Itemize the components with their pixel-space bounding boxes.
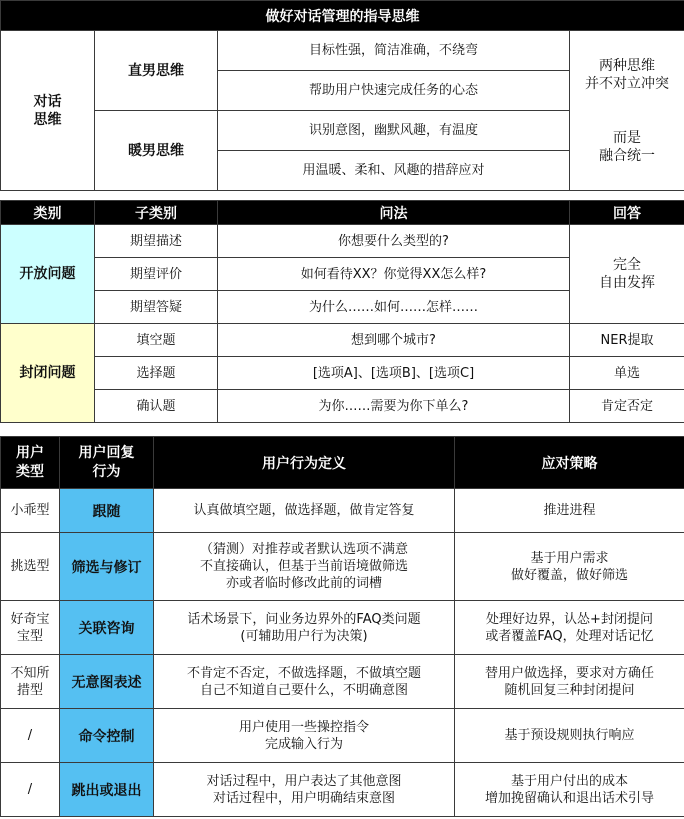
header-subcategory: 子类别 [95,201,218,225]
thinking-item: 目标性强，简洁准确，不绕弯 [218,31,570,71]
header-user-type: 用户 类型 [1,437,60,489]
thinking-item: 用温暖、柔和、风趣的措辞应对 [218,151,570,191]
behavior-cell: 无意图表述 [60,655,154,709]
asking-cell: [选项A]、[选项B]、[选项C] [218,357,570,390]
behavior-cell: 跟随 [60,489,154,533]
thinking-table [0,0,684,191]
user-type-cell: 好奇宝 宝型 [1,601,60,655]
definition-cell: 用户使用一些操控指令 完成输入行为 [154,709,455,763]
thinking-type-direct: 直男思维 [95,31,218,111]
thinking-item: 帮助用户快速完成任务的心态 [218,71,570,111]
definition-cell: 认真做填空题，做选择题，做肯定答复 [154,489,455,533]
strategy-cell: 基于用户付出的成本 增加挽留确认和退出话术引导 [455,763,684,817]
asking-cell: 如何看待XX？你觉得XX怎么样? [218,258,570,291]
closed-question-label: 封闭问题 [1,324,95,423]
header-user-behavior: 用户回复 行为 [60,437,154,489]
asking-cell: 想到哪个城市? [218,324,570,357]
strategy-cell: 替用户做选择，要求对方确任 随机回复三种封闭提问 [455,655,684,709]
subcategory-cell: 期望评价 [95,258,218,291]
strategy-cell: 基于预设规则执行响应 [455,709,684,763]
thinking-item: 识别意图，幽默风趣，有温度 [218,111,570,151]
thinking-note-2: 而是 融合统一 [599,129,655,164]
definition-cell: 对话过程中，用户表达了其他意图 对话过程中，用户明确结束意图 [154,763,455,817]
subcategory-cell: 期望描述 [95,225,218,258]
definition-cell: 不肯定不否定，不做选择题，不做填空题 自己不知道自己要什么，不明确意图 [154,655,455,709]
subcategory-cell: 选择题 [95,357,218,390]
subcategory-cell: 填空题 [95,324,218,357]
subcategory-cell: 期望答疑 [95,291,218,324]
dialog-thinking-label: 对话 思维 [1,31,95,191]
strategy-cell: 处理好边界，认怂+封闭提问 或者覆盖FAQ，处理对话记忆 [455,601,684,655]
subcategory-cell: 确认题 [95,390,218,423]
open-answer: 完全 自由发挥 [570,225,684,324]
header-asking: 问法 [218,201,570,225]
asking-cell: 你想要什么类型的? [218,225,570,258]
user-type-cell: 小乖型 [1,489,60,533]
strategy-cell: 基于用户需求 做好覆盖，做好筛选 [455,533,684,601]
thinking-note-1: 两种思维 并不对立冲突 [585,57,669,92]
user-behavior-table [0,436,684,817]
user-type-cell: / [1,709,60,763]
question-table [0,200,684,423]
definition-cell: 话术场景下，问业务边界外的FAQ类问题 (可辅助用户行为决策) [154,601,455,655]
header-answer: 回答 [570,201,684,225]
answer-cell: NER提取 [570,324,684,357]
page-title: 做好对话管理的指导思维 [1,1,684,31]
user-type-cell: 不知所 措型 [1,655,60,709]
answer-cell: 单选 [570,357,684,390]
asking-cell: 为什么……如何……怎样…… [218,291,570,324]
header-behavior-definition: 用户行为定义 [154,437,455,489]
open-question-label: 开放问题 [1,225,95,324]
thinking-note [570,31,684,191]
behavior-cell: 命令控制 [60,709,154,763]
thinking-type-warm: 暖男思维 [95,111,218,191]
definition-cell: （猜测）对推荐或者默认选项不满意 不直接确认，但基于当前语境做筛选 亦或者临时修改此前的词槽 [154,533,455,601]
behavior-cell: 跳出或退出 [60,763,154,817]
header-strategy: 应对策略 [455,437,684,489]
user-type-cell: / [1,763,60,817]
strategy-cell: 推进进程 [455,489,684,533]
header-category: 类别 [1,201,95,225]
user-type-cell: 挑选型 [1,533,60,601]
answer-cell: 肯定否定 [570,390,684,423]
behavior-cell: 筛选与修订 [60,533,154,601]
asking-cell: 为你……需要为你下单么? [218,390,570,423]
behavior-cell: 关联咨询 [60,601,154,655]
